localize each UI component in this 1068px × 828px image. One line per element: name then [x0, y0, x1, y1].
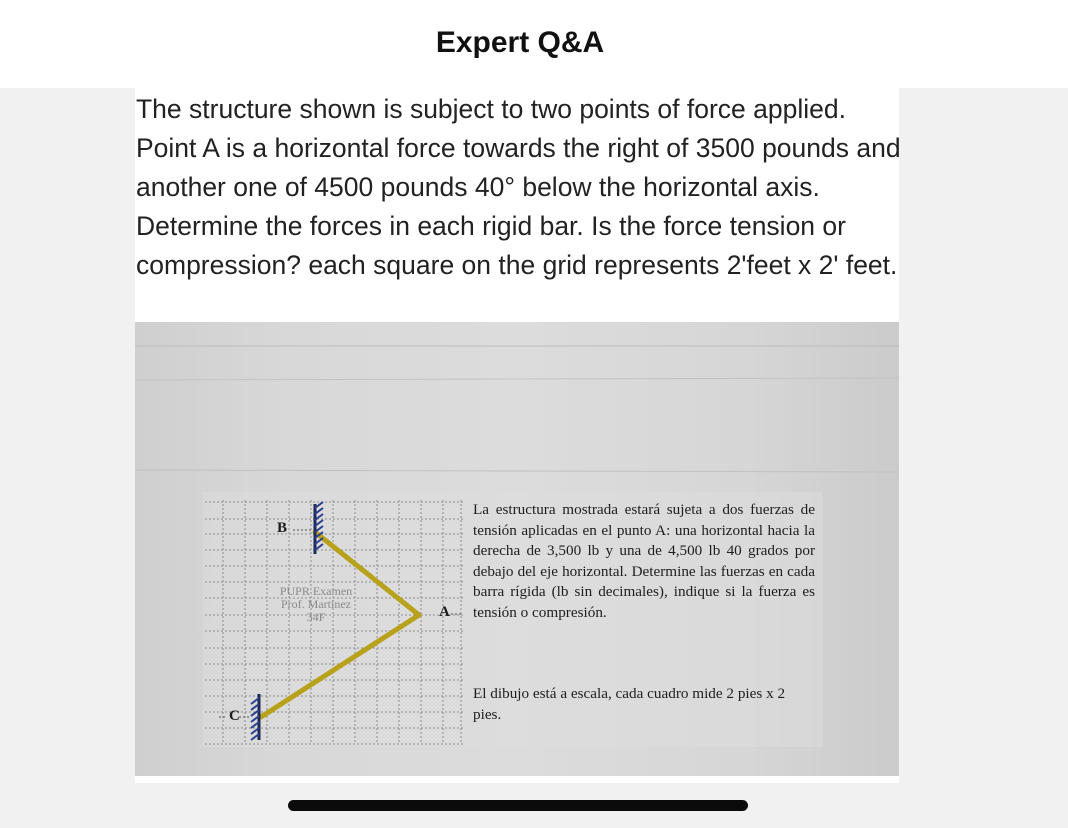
home-indicator[interactable]	[288, 800, 748, 811]
spanish-problem-text: La estructura mostrada estará sujeta a dos fuerzas de tensión aplicadas en el punto A: una horizontal hacia la derecha de 3,500 lb y una de 4,500 lb 40 grados por debajo del eje horizontal. Determine las fuerzas en cada barra rígida (lb sin decimales), indique si la fuerza es tensión o compresión.	[473, 501, 815, 621]
watermark-line-3: 34F	[306, 610, 326, 624]
label-c: C	[229, 708, 240, 724]
watermark-line-1: PUPR Examen	[279, 584, 353, 598]
spanish-scale-note: El dibujo está a escala, cada cuadro mide 2 pies x 2 pies.	[473, 685, 786, 723]
page-line	[135, 378, 899, 380]
question-text: The structure shown is subject to two points of force applied. Point A is a horizontal force towards the right of 3500 pounds and another one of 4500 pounds 40° below the horizontal axis. Determine the forces in each rigid bar. Is the force tension or compression? each square on the grid represents 2'feet x 2' feet.	[136, 94, 901, 280]
page-title: Expert Q&A	[435, 26, 605, 59]
question-photo	[135, 322, 899, 776]
label-a: A	[439, 604, 450, 620]
watermark	[261, 585, 371, 624]
watermark-line-2: Prof. Martínez	[281, 597, 351, 611]
app-header	[0, 0, 1068, 88]
page-line	[135, 470, 899, 472]
label-b: B	[277, 520, 288, 536]
